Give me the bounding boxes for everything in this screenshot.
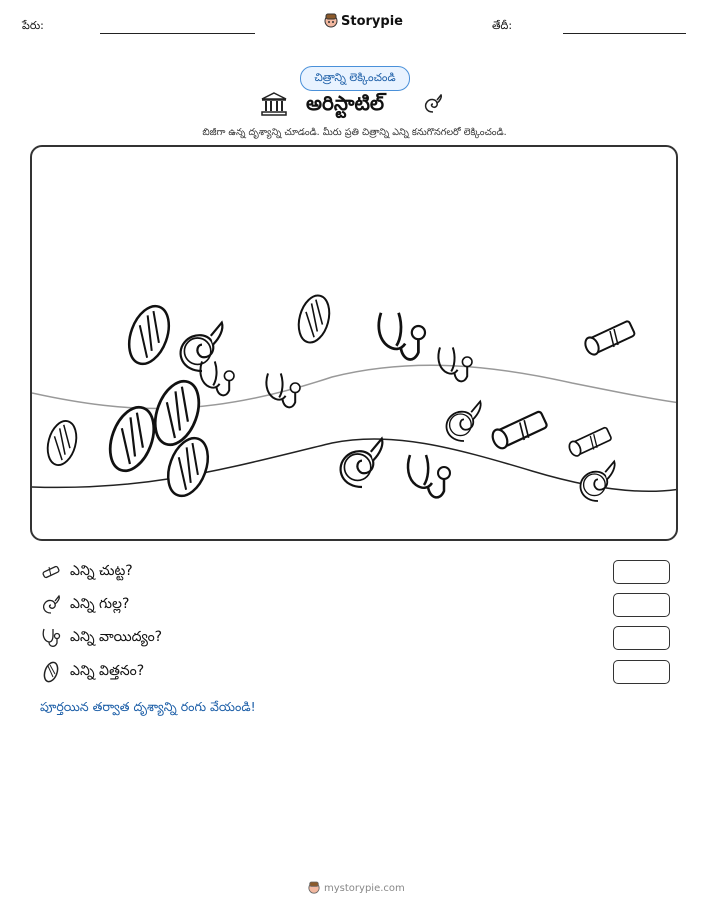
seed-item xyxy=(102,401,162,477)
name-line[interactable] xyxy=(100,33,255,34)
stethoscope-item xyxy=(379,313,425,360)
seed-item xyxy=(122,301,176,370)
footer-brand xyxy=(308,881,405,895)
question-scroll xyxy=(40,561,133,583)
shell-item xyxy=(341,439,383,487)
counting-scene xyxy=(30,145,678,541)
shell-icon xyxy=(40,594,62,616)
seed-item xyxy=(294,292,334,346)
shell-item xyxy=(580,461,614,501)
question-shell xyxy=(40,594,129,616)
storypie-mascot-icon xyxy=(308,881,320,895)
seed-item xyxy=(43,418,81,468)
scroll-item xyxy=(567,427,612,458)
scroll-icon xyxy=(40,561,62,583)
footer-site[interactable]: mystorypie.com xyxy=(324,882,405,894)
storypie-mascot-icon xyxy=(324,13,338,29)
answer-box-scroll[interactable] xyxy=(613,560,670,584)
scroll-item xyxy=(583,320,636,356)
stethoscope-item xyxy=(438,347,472,381)
scroll-item xyxy=(490,411,548,451)
stethoscope-item xyxy=(266,373,300,407)
activity-pill: చిత్రాన్ని లెక్కించండి xyxy=(300,66,410,91)
stethoscope-item xyxy=(200,361,234,395)
hill-back xyxy=(32,365,678,408)
brand-name: Storypie xyxy=(341,13,403,29)
name-label: పేరు: xyxy=(22,19,44,32)
date-label: తేదీ: xyxy=(492,19,513,32)
shell-item xyxy=(446,401,480,441)
question-seed xyxy=(40,661,144,683)
storypie-logo xyxy=(324,13,403,29)
question-stethoscope xyxy=(40,627,162,649)
instructions: బిజీగా ఉన్న దృశ్యాన్ని చూడండి. మీరు ప్రతి చిత్రాన్ని ఎన్ని కనుగొనగలరో లెక్కించండి. xyxy=(202,127,507,138)
question-text: ఎన్ని వాయిద్యం? xyxy=(70,628,163,645)
stethoscope-icon xyxy=(40,627,62,649)
scene-drawing xyxy=(32,147,678,541)
question-text: ఎన్ని విత్తనం? xyxy=(70,662,145,679)
temple-icon xyxy=(261,92,287,116)
shell-title-icon xyxy=(422,94,444,114)
question-text: ఎన్ని చుట్ట? xyxy=(70,562,133,579)
stethoscope-item xyxy=(408,455,450,497)
date-line[interactable] xyxy=(563,33,686,34)
color-instruction: పూర్తయిన తర్వాత దృశ్యాన్ని రంగు వేయండి! xyxy=(40,699,256,714)
question-text: ఎన్ని గుల్ల? xyxy=(70,595,130,612)
answer-box-seed[interactable] xyxy=(613,660,670,684)
page-title: అరిస్టాటిల్ xyxy=(306,91,385,115)
answer-box-stethoscope[interactable] xyxy=(613,626,670,650)
seed-icon xyxy=(40,661,62,683)
answer-box-shell[interactable] xyxy=(613,593,670,617)
